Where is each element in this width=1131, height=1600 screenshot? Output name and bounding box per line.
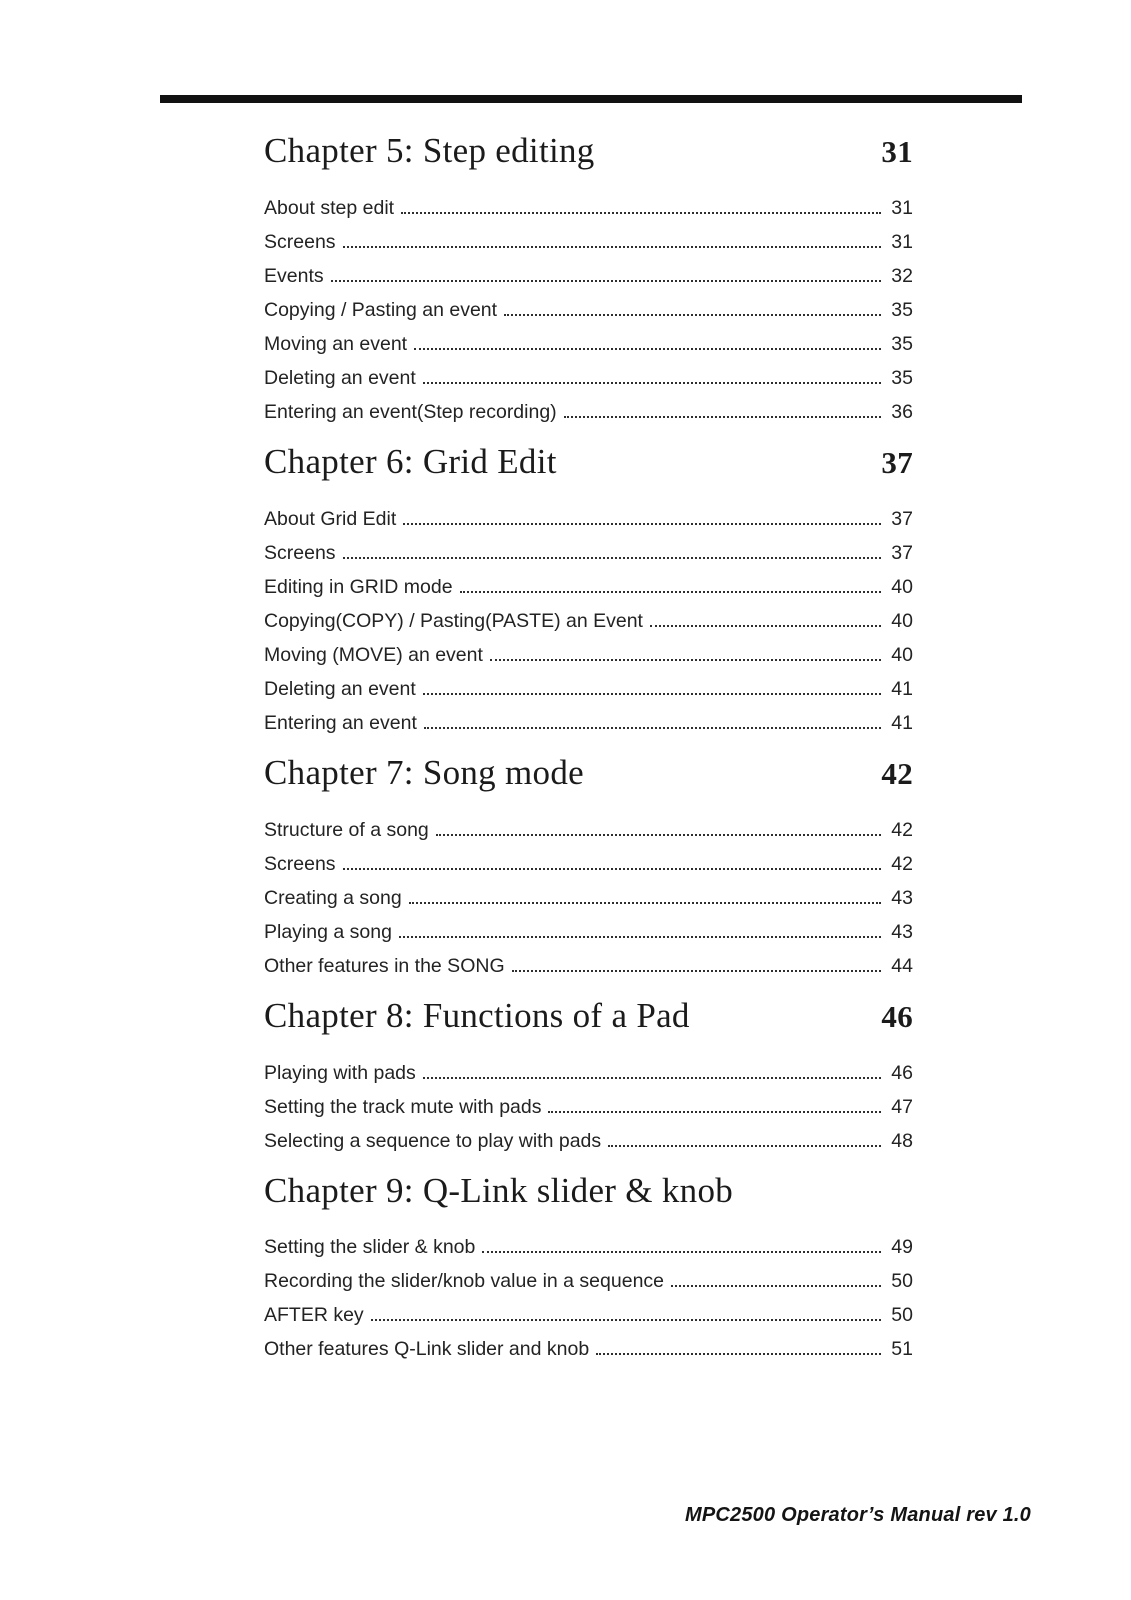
chapter-heading bbox=[264, 131, 913, 172]
dot-leader bbox=[564, 416, 881, 418]
chapter-page-number: 31 bbox=[881, 134, 913, 169]
toc-entry bbox=[264, 611, 913, 631]
toc-entry-label: Screens bbox=[264, 853, 336, 875]
toc-entry-page-number: 43 bbox=[891, 921, 913, 943]
toc-entry-page-number: 41 bbox=[891, 678, 913, 700]
dot-leader bbox=[512, 970, 881, 972]
toc-entry-label: About Grid Edit bbox=[264, 508, 397, 530]
toc-entry-page-number: 44 bbox=[891, 955, 913, 977]
toc-entry bbox=[264, 509, 913, 529]
chapter-title: Chapter 8: Functions of a Pad bbox=[264, 996, 690, 1035]
chapter-heading bbox=[264, 442, 913, 483]
toc-entry-page-number: 40 bbox=[891, 576, 913, 598]
toc-entry-label: Other features in the SONG bbox=[264, 955, 505, 977]
toc-entry-page-number: 51 bbox=[891, 1338, 913, 1360]
toc-entry bbox=[264, 1063, 913, 1083]
dot-leader bbox=[424, 727, 881, 729]
toc-entry-label: Events bbox=[264, 265, 324, 287]
chapter-entries bbox=[264, 198, 913, 422]
toc-entry-label: Entering an event bbox=[264, 712, 417, 734]
dot-leader bbox=[399, 936, 881, 938]
toc-entry-page-number: 35 bbox=[891, 333, 913, 355]
toc-entry-label: Setting the track mute with pads bbox=[264, 1096, 542, 1118]
dot-leader bbox=[409, 902, 881, 904]
chapter-heading bbox=[264, 753, 913, 794]
toc-entry bbox=[264, 198, 913, 218]
toc-entry bbox=[264, 1131, 913, 1151]
toc-entry-page-number: 47 bbox=[891, 1096, 913, 1118]
dot-leader bbox=[423, 693, 881, 695]
chapter-title: Chapter 9: Q-Link slider & knob bbox=[264, 1171, 734, 1210]
dot-leader bbox=[671, 1285, 881, 1287]
dot-leader bbox=[371, 1319, 881, 1321]
toc-entry-page-number: 43 bbox=[891, 887, 913, 909]
chapter-title: Chapter 7: Song mode bbox=[264, 753, 584, 792]
toc-entry-label: Copying(COPY) / Pasting(PASTE) an Event bbox=[264, 610, 643, 632]
toc-entry-page-number: 46 bbox=[891, 1062, 913, 1084]
dot-leader bbox=[414, 348, 881, 350]
toc-entry-page-number: 42 bbox=[891, 853, 913, 875]
toc-entry bbox=[264, 679, 913, 699]
chapter-page-number: 37 bbox=[881, 445, 913, 480]
toc-entry bbox=[264, 1305, 913, 1325]
toc-entry-label: Editing in GRID mode bbox=[264, 576, 453, 598]
toc-entry-page-number: 37 bbox=[891, 542, 913, 564]
toc-entry bbox=[264, 956, 913, 976]
chapter-heading bbox=[264, 1171, 913, 1211]
toc-entry-page-number: 31 bbox=[891, 231, 913, 253]
toc-entry-label: Creating a song bbox=[264, 887, 402, 909]
toc-entry-label: Screens bbox=[264, 231, 336, 253]
chapter-title: Chapter 5: Step editing bbox=[264, 131, 595, 170]
toc-entry-page-number: 37 bbox=[891, 508, 913, 530]
chapter-page-number: 42 bbox=[881, 756, 913, 791]
chapter-entries bbox=[264, 1063, 913, 1151]
chapter-entries bbox=[264, 820, 913, 976]
toc-entry-page-number: 50 bbox=[891, 1304, 913, 1326]
toc-entry bbox=[264, 1271, 913, 1291]
toc-entry bbox=[264, 854, 913, 874]
toc-entry-page-number: 36 bbox=[891, 401, 913, 423]
toc-entry-label: Playing a song bbox=[264, 921, 392, 943]
toc-entry-label: About step edit bbox=[264, 197, 395, 219]
toc-entry-page-number: 41 bbox=[891, 712, 913, 734]
toc-entry-page-number: 42 bbox=[891, 819, 913, 841]
toc-entry-page-number: 50 bbox=[891, 1270, 913, 1292]
toc-entry-label: Moving (MOVE) an event bbox=[264, 644, 483, 666]
toc-entry-label: Deleting an event bbox=[264, 678, 416, 700]
toc-chapter bbox=[264, 753, 913, 976]
toc-entry-label: Entering an event(Step recording) bbox=[264, 401, 557, 423]
toc-entry bbox=[264, 1097, 913, 1117]
dot-leader bbox=[423, 1077, 881, 1079]
toc-entry-label: Structure of a song bbox=[264, 819, 429, 841]
header-rule bbox=[160, 95, 1022, 103]
toc-chapter bbox=[264, 131, 913, 422]
toc-entry bbox=[264, 713, 913, 733]
toc-entry-label: AFTER key bbox=[264, 1304, 364, 1326]
toc-chapter bbox=[264, 442, 913, 733]
toc-chapter bbox=[264, 1171, 913, 1359]
toc-entry bbox=[264, 402, 913, 422]
toc-entry bbox=[264, 922, 913, 942]
toc-entry-page-number: 48 bbox=[891, 1130, 913, 1152]
dot-leader bbox=[650, 625, 881, 627]
chapter-title: Chapter 6: Grid Edit bbox=[264, 442, 557, 481]
chapter-entries bbox=[264, 1237, 913, 1359]
chapter-heading bbox=[264, 996, 913, 1037]
dot-leader bbox=[548, 1111, 881, 1113]
toc-entry-page-number: 32 bbox=[891, 265, 913, 287]
toc-entry-page-number: 40 bbox=[891, 644, 913, 666]
toc-entry-page-number: 35 bbox=[891, 367, 913, 389]
toc-entry-label: Playing with pads bbox=[264, 1062, 416, 1084]
table-of-contents bbox=[264, 131, 913, 1379]
toc-entry-label: Recording the slider/knob value in a sequence bbox=[264, 1270, 665, 1292]
toc-entry-page-number: 35 bbox=[891, 299, 913, 321]
dot-leader bbox=[460, 591, 881, 593]
dot-leader bbox=[403, 523, 881, 525]
chapter-page-number: 46 bbox=[881, 999, 913, 1034]
toc-entry-page-number: 31 bbox=[891, 197, 913, 219]
toc-entry-page-number: 49 bbox=[891, 1236, 913, 1258]
toc-entry bbox=[264, 334, 913, 354]
toc-entry-label: Moving an event bbox=[264, 333, 408, 355]
dot-leader bbox=[504, 314, 881, 316]
toc-entry-page-number: 40 bbox=[891, 610, 913, 632]
dot-leader bbox=[343, 246, 881, 248]
toc-entry bbox=[264, 820, 913, 840]
toc-entry-label: Screens bbox=[264, 542, 336, 564]
dot-leader bbox=[490, 659, 881, 661]
toc-entry bbox=[264, 888, 913, 908]
dot-leader bbox=[596, 1353, 881, 1355]
toc-entry bbox=[264, 543, 913, 563]
toc-entry bbox=[264, 368, 913, 388]
toc-entry bbox=[264, 232, 913, 252]
dot-leader bbox=[482, 1251, 881, 1253]
toc-entry bbox=[264, 266, 913, 286]
toc-entry bbox=[264, 577, 913, 597]
dot-leader bbox=[343, 557, 881, 559]
toc-entry-label: Setting the slider & knob bbox=[264, 1236, 476, 1258]
toc-entry bbox=[264, 1237, 913, 1257]
toc-chapter bbox=[264, 996, 913, 1151]
toc-entry-label: Deleting an event bbox=[264, 367, 416, 389]
dot-leader bbox=[608, 1145, 881, 1147]
dot-leader bbox=[423, 382, 881, 384]
toc-entry-label: Selecting a sequence to play with pads bbox=[264, 1130, 602, 1152]
dot-leader bbox=[401, 212, 881, 214]
toc-entry-label: Other features Q-Link slider and knob bbox=[264, 1338, 590, 1360]
dot-leader bbox=[331, 280, 881, 282]
toc-entry-label: Copying / Pasting an event bbox=[264, 299, 498, 321]
footer-text: MPC2500 Operator’s Manual rev 1.0 bbox=[684, 1504, 1031, 1526]
toc-entry bbox=[264, 645, 913, 665]
toc-entry bbox=[264, 1339, 913, 1359]
dot-leader bbox=[436, 834, 881, 836]
toc-entry bbox=[264, 300, 913, 320]
chapter-entries bbox=[264, 509, 913, 733]
dot-leader bbox=[343, 868, 881, 870]
